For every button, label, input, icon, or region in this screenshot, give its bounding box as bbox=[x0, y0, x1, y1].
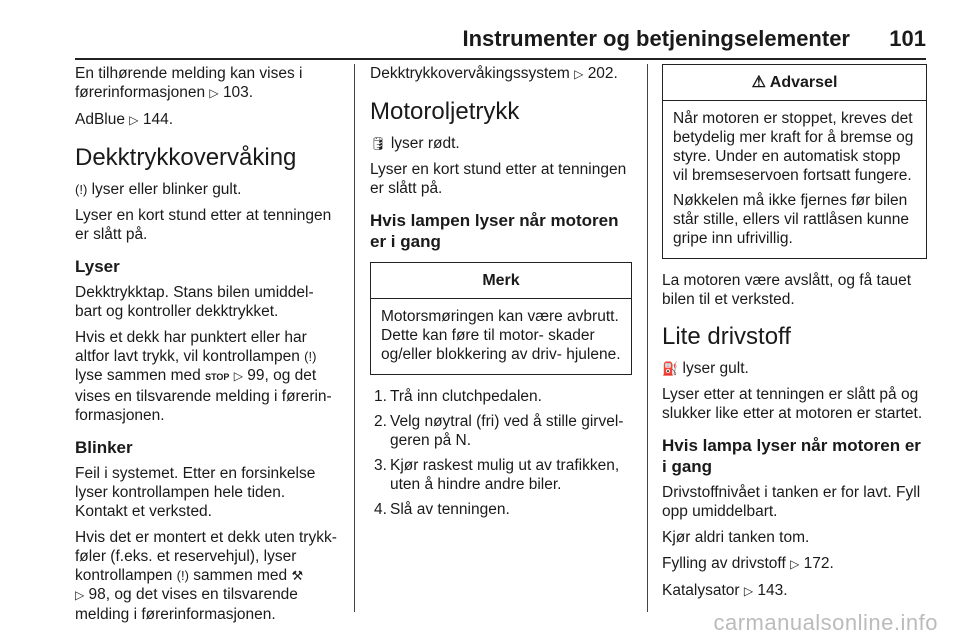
fuel-pump-icon: ⛽ bbox=[662, 361, 679, 376]
reference-arrow-icon: ▷ bbox=[574, 67, 584, 81]
paragraph: Katalysator ▷ 143. bbox=[662, 582, 788, 599]
column-divider bbox=[354, 64, 355, 612]
subheading: Hvis lampa lyser når motoren er i gang bbox=[662, 436, 921, 476]
paragraph: La motoren være avslått, og få tauet bilen til et verksted. bbox=[662, 272, 911, 308]
paragraph: Fylling av drivstoff ▷ 172. bbox=[662, 555, 834, 572]
warning-text: Nøkkelen må ikke fjernes før bilen står stille, ellers vil rattlåsen kunne gripe inn ufrivillig. bbox=[673, 192, 910, 247]
status-line: ⛽ lyser gult. bbox=[662, 360, 749, 377]
step-text: Trå inn clutchpedalen. bbox=[390, 388, 542, 405]
note-text: Motorsmøringen kan være avbrutt. Dette kan føre til motor- skader og/eller blokkering av driv- hjulene. bbox=[381, 308, 621, 363]
tyre-pressure-icon: (!) bbox=[75, 182, 88, 197]
paragraph: Drivstoffnivået i tanken er for lavt. Fyll opp umiddelbart. bbox=[662, 484, 921, 520]
section-heading: Motoroljetrykk bbox=[370, 98, 520, 125]
header-title: Instrumenter og betjeningselementer bbox=[462, 26, 850, 51]
note-title: Merk bbox=[371, 263, 631, 299]
column-2 bbox=[370, 64, 632, 525]
step-number: 4. bbox=[374, 501, 387, 518]
page-reference-link[interactable]: 202. bbox=[587, 65, 618, 82]
step-text: Velg nøytral (fri) ved å stille girvel- geren på N. bbox=[390, 413, 624, 449]
list-item bbox=[370, 500, 632, 519]
subheading: Hvis lampen lyser når motoren er i gang bbox=[370, 211, 619, 251]
paragraph: Lyser etter at tenningen er slått på og slukker like etter at motoren er startet. bbox=[662, 386, 923, 422]
step-number: 1. bbox=[374, 388, 387, 405]
step-number: 2. bbox=[374, 413, 387, 430]
section-heading: Dekktrykkovervåking bbox=[75, 144, 297, 171]
section-heading: Lite drivstoff bbox=[662, 323, 791, 350]
paragraph: Dekktrykkovervåkingssystem ▷ 202. bbox=[370, 65, 618, 82]
warning-title: Advarsel bbox=[769, 74, 838, 91]
paragraph: AdBlue ▷ 144. bbox=[75, 111, 174, 128]
page-number: 101 bbox=[889, 26, 926, 51]
note-box bbox=[370, 262, 632, 375]
status-line: 🛢 lyser rødt. bbox=[370, 135, 460, 152]
column-divider bbox=[647, 64, 648, 612]
reference-arrow-icon: ▷ bbox=[209, 86, 219, 100]
paragraph: Kjør aldri tanken tom. bbox=[662, 529, 810, 546]
warning-triangle-icon: ⚠ bbox=[751, 74, 766, 91]
steps-list bbox=[370, 387, 632, 519]
warning-box bbox=[662, 64, 927, 259]
paragraph: Feil i systemet. Etter en forsinkelse lyser kontrollampen hele tiden. Kontakt et verksted. bbox=[75, 465, 316, 520]
reference-arrow-icon: ▷ bbox=[129, 113, 139, 127]
oil-can-icon: 🛢 bbox=[370, 136, 387, 151]
paragraph: Lyser en kort stund etter at tenningen er slått på. bbox=[370, 161, 627, 197]
tyre-pressure-icon: (!) bbox=[304, 349, 317, 364]
reference-arrow-icon: ▷ bbox=[790, 557, 800, 571]
warning-text: Når motoren er stoppet, kreves det betydelig mer kraft for å bremse og styre. Under en automatisk stopp vil bremseservoen fortsatt fungere. bbox=[673, 110, 914, 184]
paragraph: Lyser en kort stund etter at tenningen er slått på. bbox=[75, 207, 332, 243]
header-divider bbox=[75, 58, 926, 60]
column-3 bbox=[662, 64, 927, 608]
subheading: Blinker bbox=[75, 438, 133, 457]
page-reference-link[interactable]: 143. bbox=[757, 582, 788, 599]
page-reference-link[interactable]: 98, og det vises en tilsvarende melding i førerinformasjonen. bbox=[75, 586, 298, 623]
reference-arrow-icon: ▷ bbox=[233, 369, 243, 383]
step-text: Slå av tenningen. bbox=[390, 501, 510, 518]
page-reference-link[interactable]: 172. bbox=[803, 555, 834, 572]
watermark: carmanualsonline.info bbox=[713, 610, 938, 635]
list-item bbox=[370, 456, 632, 494]
service-vehicle-icon: ⚒ bbox=[291, 568, 304, 583]
page-header bbox=[0, 0, 960, 56]
column-1 bbox=[75, 64, 341, 631]
paragraph: Hvis det er montert et dekk uten trykk- føler (f.eks. et reservehjul), lyser kontrollampen (!) sammen med ⚒ ▷ 98, og det vises en tilsvarende melding i førerinformasjonen. bbox=[75, 529, 337, 623]
list-item bbox=[370, 412, 632, 450]
tyre-pressure-icon: (!) bbox=[176, 568, 189, 583]
paragraph: Dekktrykktap. Stans bilen umiddel- bart og kontroller dekktrykket. bbox=[75, 284, 314, 320]
page-reference-link[interactable]: 103. bbox=[222, 84, 254, 101]
subheading: Lyser bbox=[75, 257, 120, 276]
list-item bbox=[370, 387, 632, 406]
paragraph: Hvis et dekk har punktert eller har altfor lavt trykk, vil kontrollampen (!) lyse sammen med STOP ▷ 99, og det vises en tilsvarende melding i førerin- formasjonen. bbox=[75, 329, 332, 424]
step-number: 3. bbox=[374, 457, 387, 474]
paragraph: En tilhørende melding kan vises i førerinformasjonen ▷ 103. bbox=[75, 65, 303, 101]
step-text: Kjør raskest mulig ut av trafikken, uten å hindre andre biler. bbox=[390, 457, 620, 493]
status-line: (!) lyser eller blinker gult. bbox=[75, 181, 242, 198]
page-reference-link[interactable]: 99, og det vises en tilsvarende melding i førerin- formasjonen. bbox=[75, 367, 332, 424]
stop-icon: STOP bbox=[205, 372, 230, 382]
reference-arrow-icon: ▷ bbox=[743, 584, 754, 598]
page-reference-link[interactable]: 144. bbox=[142, 111, 174, 128]
reference-arrow-icon: ▷ bbox=[75, 588, 85, 602]
